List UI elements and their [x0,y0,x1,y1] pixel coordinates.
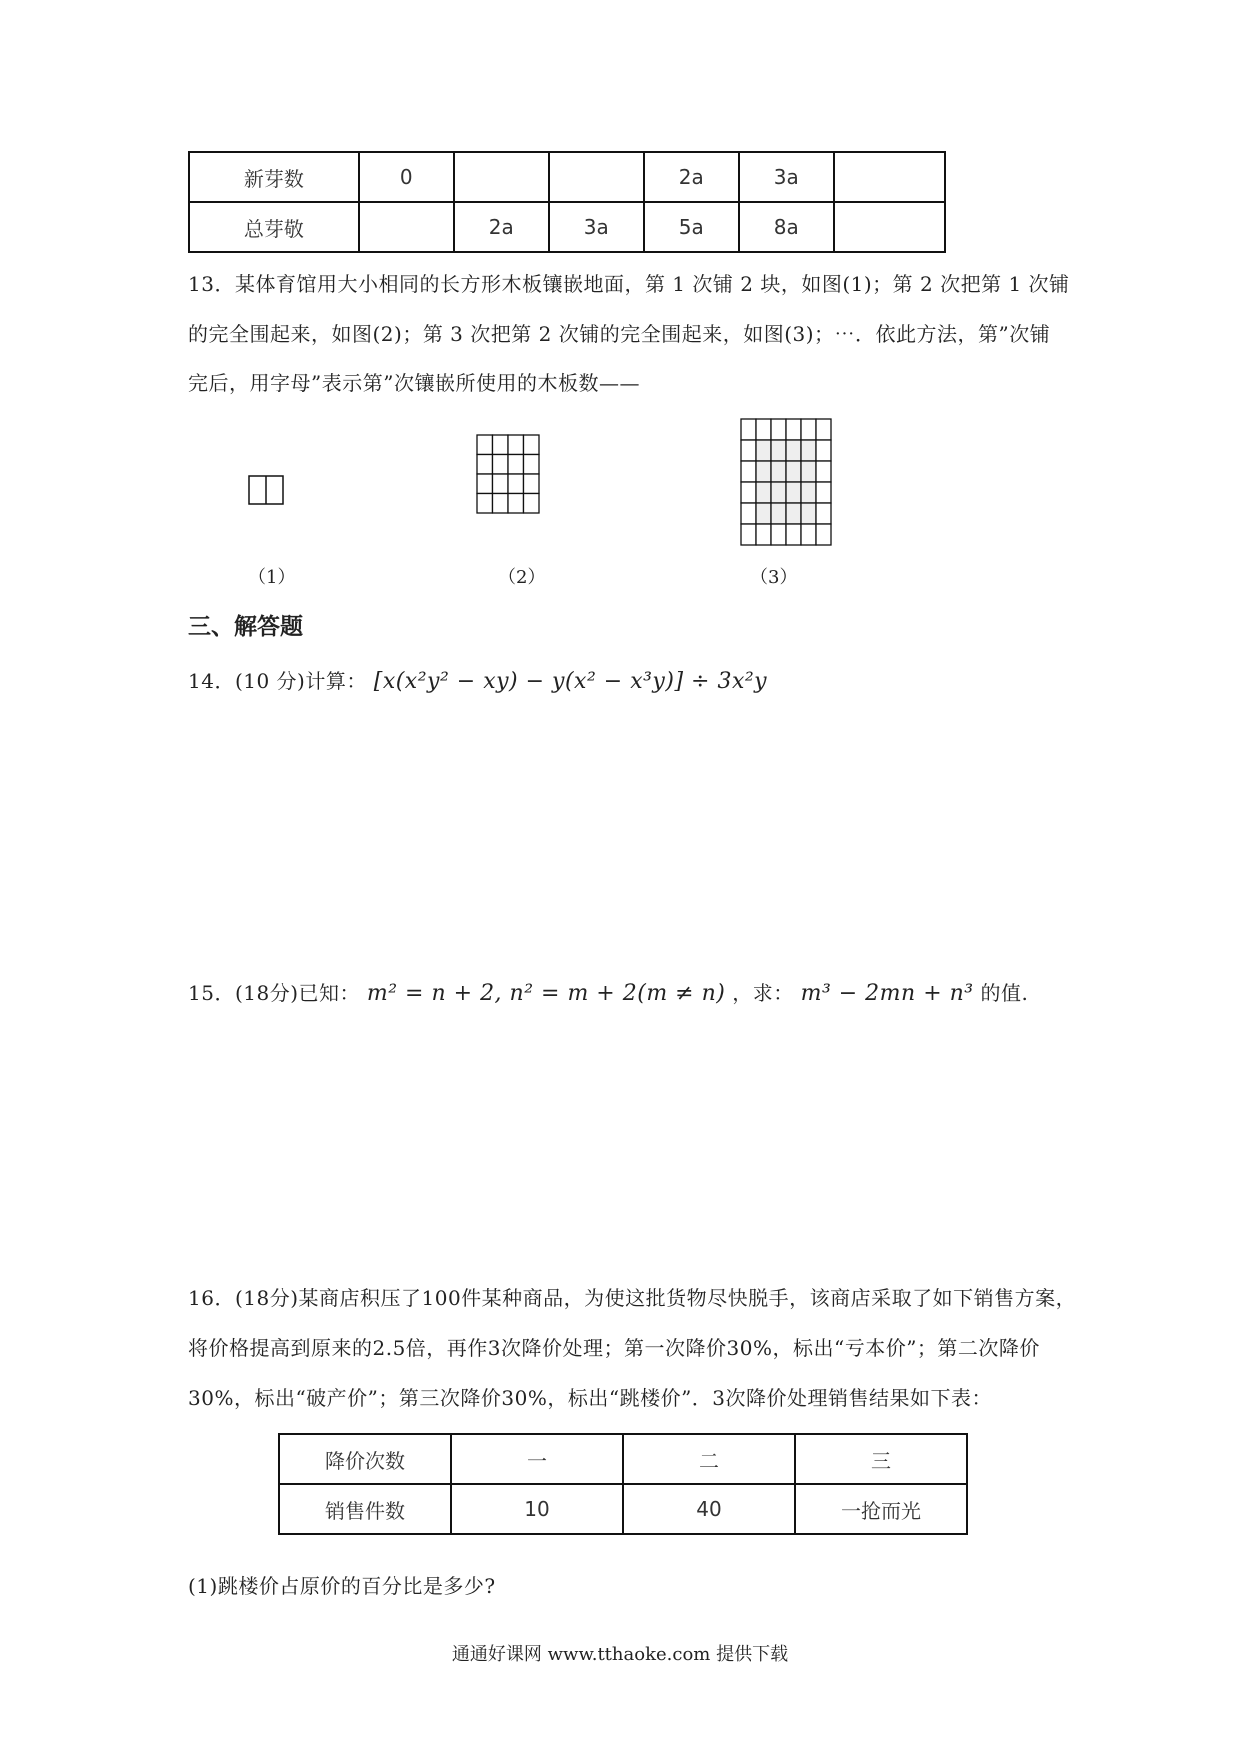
tile [786,440,801,461]
tile [741,503,756,524]
tile [508,455,524,475]
tile [816,461,831,482]
figure-3-caption: （3） [750,567,798,588]
tile [816,503,831,524]
tile [771,482,786,503]
tile [524,494,540,514]
tile [477,474,493,494]
table-cell: 40 [623,1484,795,1534]
q15-formula: m² = n + 2, n² = m + 2(m ≠ n) [366,981,726,1006]
tile [741,419,756,440]
table-cell: 0 [359,152,454,202]
q15-prefix: 15．(18分)已知： [188,981,361,1005]
q14-prefix: 14．(10 分)计算： [188,669,367,693]
tile [493,455,509,475]
tile [771,461,786,482]
tile [801,503,816,524]
tile [786,482,801,503]
tile [756,419,771,440]
tile [756,482,771,503]
table-row-label: 新芽数 [189,152,359,202]
tile [741,482,756,503]
tile [493,435,509,455]
table-cell: 10 [451,1484,623,1534]
table-cell: 三 [795,1434,967,1484]
tile [493,474,509,494]
table-cell: 2a [454,202,549,252]
figure-1-caption: （1） [248,567,296,588]
table-row-label: 销售件数 [279,1484,451,1534]
table-cell: 二 [623,1434,795,1484]
table-cell [834,152,945,202]
q13-line-1: 13．某体育馆用大小相同的长方形木板镶嵌地面，第 1 次铺 2 块，如图(1)；第 2 次把第 1 次铺 [188,272,1070,296]
tile [816,524,831,545]
figure-1-tiles [248,475,286,507]
table-cell: 一抢而光 [795,1484,967,1534]
tile [786,419,801,440]
table-cell: 3a [549,202,644,252]
table-cell [549,152,644,202]
tile [786,461,801,482]
tile [756,503,771,524]
tile [477,435,493,455]
q16-line-2: 将价格提高到原来的2.5倍，再作3次降价处理；第一次降价30%，标出“亏本价”；第二次降价 [188,1336,1040,1360]
q14 [188,665,767,694]
table-cell: 2a [644,152,739,202]
tile [771,419,786,440]
table-cell [359,202,454,252]
tile [786,503,801,524]
q15 [188,977,1028,1006]
table-cell: 8a [739,202,834,252]
table-cell: 3a [739,152,834,202]
table-cell [834,202,945,252]
tile [508,435,524,455]
tile [756,461,771,482]
table-cell [454,152,549,202]
tile [524,435,540,455]
tile [741,461,756,482]
q16-line-1: 16．(18分)某商店积压了100件某种商品，为使这批货物尽快脱手，该商店采取了如下销售方案， [188,1286,1077,1310]
tile [771,503,786,524]
q15-target: m³ − 2mn + n³ [800,981,974,1006]
q15-middle: ，求： [732,981,794,1005]
table-row-label: 总芽敬 [189,202,359,252]
tile [801,524,816,545]
page-footer: 通通好课网 www.tthaoke.com 提供下载 [451,1644,789,1665]
tile [477,455,493,475]
tile [741,524,756,545]
tile [771,440,786,461]
table-row-label: 降价次数 [279,1434,451,1484]
q16-sub-1: (1)跳楼价占原价的百分比是多少? [188,1574,496,1598]
figure-2-caption: （2） [498,567,546,588]
tile [756,524,771,545]
tile [801,482,816,503]
tile [524,455,540,475]
tile [524,474,540,494]
tile [816,482,831,503]
tile [801,440,816,461]
sprout-table [188,151,946,253]
tile [741,440,756,461]
tile [801,461,816,482]
discount-table [278,1433,968,1535]
tile [508,494,524,514]
tile [816,440,831,461]
figure-3-tiles [740,418,834,548]
q15-suffix: 的值. [980,981,1029,1005]
figure-2-tiles [476,434,542,516]
q14-formula: [x(x²y² − xy) − y(x² − x³y)] ÷ 3x²y [373,669,768,694]
tile [493,494,509,514]
tile [771,524,786,545]
tile [477,494,493,514]
table-cell: 一 [451,1434,623,1484]
tile [756,440,771,461]
tile [801,419,816,440]
tile [816,419,831,440]
tile [786,524,801,545]
table-cell: 5a [644,202,739,252]
section-heading: 三、解答题 [188,614,303,640]
q13-line-3: 完后，用字母”表示第”次镶嵌所使用的木板数—— [188,371,640,395]
q13-line-2: 的完全围起来，如图(2)；第 3 次把第 2 次铺的完全围起来，如图(3)；⋯．依此方法，第”次铺 [188,322,1051,346]
tile [508,474,524,494]
q16-line-3: 30%，标出“破产价”；第三次降价30%，标出“跳楼价”．3次降价处理销售结果如下表： [188,1386,993,1410]
